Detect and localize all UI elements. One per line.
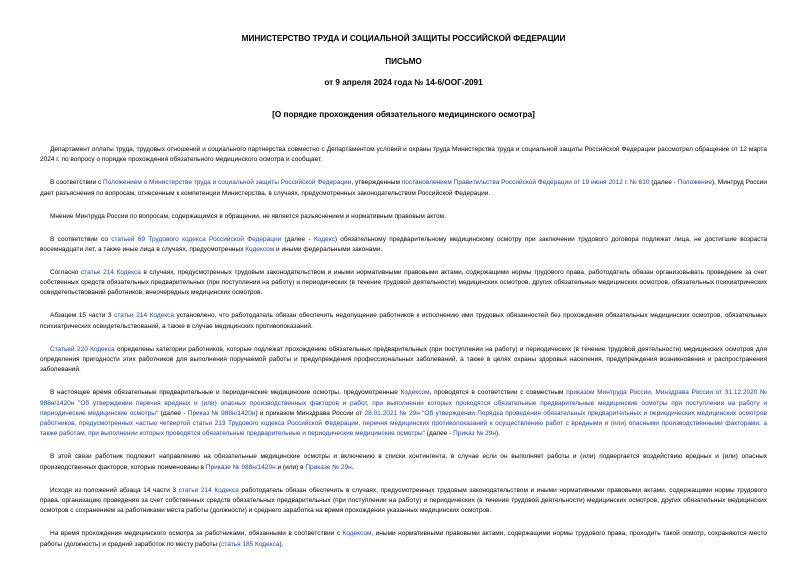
ministry-heading: МИНИСТЕРСТВО ТРУДА И СОЦИАЛЬНОЙ ЗАЩИТЫ РОССИЙСКОЙ ФЕДЕРАЦИИ bbox=[241, 34, 566, 43]
paragraph-text: В этой связи работник подлежит направлению на обязательные медицинские осмотры и включению в списки контингента, в случае если он выполняет работы и (или) подвергается воздействию вредных и (или) опасных производственных факторов, которые поименованы в bbox=[40, 453, 767, 471]
paragraph-text: ) и приказом Минздрава России от bbox=[255, 409, 365, 417]
paragraph-text: (далее - bbox=[649, 179, 678, 187]
paragraph-text: В соответствии с bbox=[50, 179, 104, 187]
paragraph-text: Исходя из положений абзаца 14 части 3 bbox=[50, 486, 179, 494]
paragraph-text: в случаях, предусмотренных трудовым законодательством и иными нормативными правовыми актами, содержащими нормы трудового права, работодатель обязан организовывать проведение за счет собственных средств обязательных предварительных (при поступлении на работу) и периодических (в течение трудовой деятельности) медицинских осмотров, других обязательных медицинских осмотров, обязательных психиатрических освидетельствований работников, внеочередных медицинских осмотров. bbox=[40, 268, 767, 297]
paragraph-text: ). bbox=[279, 540, 284, 548]
paragraph-text: , проводятся в соответствии с совместным bbox=[429, 389, 567, 397]
document-link[interactable]: статье 214 Кодекса bbox=[80, 268, 141, 276]
paragraph-text: (далее - bbox=[424, 430, 454, 438]
document-link[interactable]: Приказ № 988н/1420н bbox=[187, 409, 256, 417]
paragraph-text: Абзацем 15 части 3 bbox=[50, 312, 115, 320]
document-link[interactable]: статьи 214 Кодекса bbox=[114, 312, 175, 320]
document-link[interactable]: приказом Минтруда России, Минздрава России от 31.12.2020 № 988н/1420н "Об утверждении перечня вредных и (или) опасных производственных факторов и работ, при выполнении которых проводятся обязательные предварительные медицинские осмотры при поступлении на работу и периодические медицинские осмотры" bbox=[40, 389, 767, 417]
paragraph-text: , утвержденным bbox=[351, 179, 402, 187]
document-link[interactable]: Приказе № 29н bbox=[305, 463, 352, 471]
paragraph-text: Департамент оплаты труда, трудовых отношений и социального партнерства совместно с Департаментом условий и охраны труда Министерства труда и социальной защиты Российской Федерации рассмотрел обращение от 12 марта 2024 г. по вопросу о порядке прохождения обязательного медицинского осмотра и сообщает. bbox=[40, 146, 767, 164]
paragraph bbox=[40, 235, 767, 256]
paragraph bbox=[40, 388, 767, 439]
paragraph-text: ), Минтруд России дает разъяснения по вопросам, отнесенным к компетенции Министерства, в случаях, предусмотренных законодательством Российской Федерации. bbox=[40, 179, 767, 197]
document-body bbox=[40, 145, 767, 550]
paragraph-text: В настоящее время обязательные предварительные и периодические медицинские осмотры, предусмотренные bbox=[50, 389, 401, 397]
document-link[interactable]: Кодексом bbox=[342, 530, 372, 538]
document-link[interactable]: Положение bbox=[677, 179, 712, 187]
document-link[interactable]: Кодексом bbox=[400, 389, 430, 397]
paragraph-text: В соответствии со bbox=[50, 235, 112, 243]
document-link[interactable]: статья 185 Кодекса bbox=[221, 540, 280, 548]
document-link[interactable]: 28.01.2021 № 29н "Об утверждении Порядка проведения обязательных предварительных и периодических медицинских осмотров работников, предусмотренных частью четвертой статьи 213 Трудового кодекса Российской Федерации, перечня медицинских противопоказаний к осуществлению работ с вредными и (или) опасными производственными факторами, а также работам, при выполнении которых проводятся обязательные предварительные и периодические медицинские осмотры" bbox=[40, 409, 767, 438]
paragraph-text: и (или) в bbox=[275, 463, 306, 471]
document-link[interactable]: постановлением Правительства Российской Федерации от 19 июня 2012 г. № 610 bbox=[401, 179, 650, 187]
document-subject: [О порядке прохождения обязательного медицинского осмотра] bbox=[272, 110, 535, 119]
document-date-number: от 9 апреля 2024 года № 14-6/ООГ-2091 bbox=[324, 78, 483, 87]
paragraph bbox=[40, 452, 767, 473]
document-link[interactable]: Статьей 220 Кодекса bbox=[50, 345, 115, 353]
paragraph bbox=[40, 486, 767, 517]
paragraph-text: . bbox=[351, 463, 354, 471]
document-link[interactable]: Кодекс bbox=[313, 235, 335, 243]
paragraph-text: (далее - bbox=[281, 235, 314, 243]
paragraph-text: , иными нормативными правовыми актами, содержащими нормы трудового права, проходить такой осмотр, сохраняются место работы (должность) и средний заработок по месту работы ( bbox=[40, 530, 767, 548]
paragraph-text: установлено, что работодатель обязан обеспечить недопущение работников к исполнению ими трудовых обязанностей без прохождения обязательных медицинских осмотров, обязательных психиатрических освидетельствований, а также в случае медицинских противопоказаний. bbox=[40, 312, 767, 330]
paragraph bbox=[40, 145, 767, 166]
paragraph-text: Согласно bbox=[50, 268, 81, 276]
paragraph bbox=[40, 212, 767, 222]
document-link[interactable]: Кодексом bbox=[245, 245, 275, 253]
paragraph bbox=[40, 268, 767, 299]
document-link[interactable]: статьи 214 Кодекса bbox=[178, 486, 239, 494]
document-type: ПИСЬМО bbox=[385, 57, 422, 66]
paragraph bbox=[40, 178, 767, 199]
paragraph-text: работодатель обязан обеспечить в случаях, предусмотренных трудовым законодательством и иными нормативными правовыми актами, содержащими нормы трудового права, организацию проведения за счет собственных средств обязательных предварительных (при поступлении на работу) и периодических (в течение трудовой деятельности) медицинских осмотров, других обязательных медицинских осмотров с сохранением за работниками места работы (должности) и среднего заработка на время прохождения указанных медицинских осмотров. bbox=[40, 486, 767, 515]
paragraph-text: (далее - bbox=[158, 409, 188, 417]
paragraph-text: На время прохождения медицинского осмотра за работниками, обязанными в соответствии с bbox=[50, 530, 343, 538]
paragraph bbox=[40, 529, 767, 550]
document-link[interactable]: Приказ № 29н bbox=[453, 430, 497, 438]
paragraph-text: ) обязательному предварительному медицинскому осмотру при заключении трудового договора подлежат лица, не достигшие возраста восемнадцати лет, а также иные лица в случаях, предусмотренных bbox=[40, 235, 767, 253]
document-link[interactable]: Приказе № 988н/1420н bbox=[205, 463, 276, 471]
paragraph-text: ). bbox=[496, 430, 500, 438]
document-link[interactable]: статьей 69 Трудового кодекса Российской Федерации bbox=[111, 235, 282, 243]
paragraph bbox=[40, 311, 767, 332]
paragraph-text: и иными федеральными законами. bbox=[274, 245, 383, 253]
paragraph-text: Мнение Минтруда России по вопросам, содержащимся в обращении, не является разъяснением и нормативным правовым актом. bbox=[50, 212, 446, 220]
paragraph-text: определены категории работников, которые подлежат прохождению обязательных предварительных (при поступлении на работу) и периодических (в течение трудовой деятельности) медицинских осмотров для определения пригодности этих работников для выполнения поручаемой работы и предупреждения профессиональных заболеваний, а также в целях охраны здоровья населения, предупреждения возникновения и распространения заболеваний. bbox=[40, 345, 767, 374]
document-link[interactable]: Положением о Министерстве труда и социальной защиты Российской Федерации bbox=[103, 179, 352, 187]
paragraph bbox=[40, 345, 767, 376]
